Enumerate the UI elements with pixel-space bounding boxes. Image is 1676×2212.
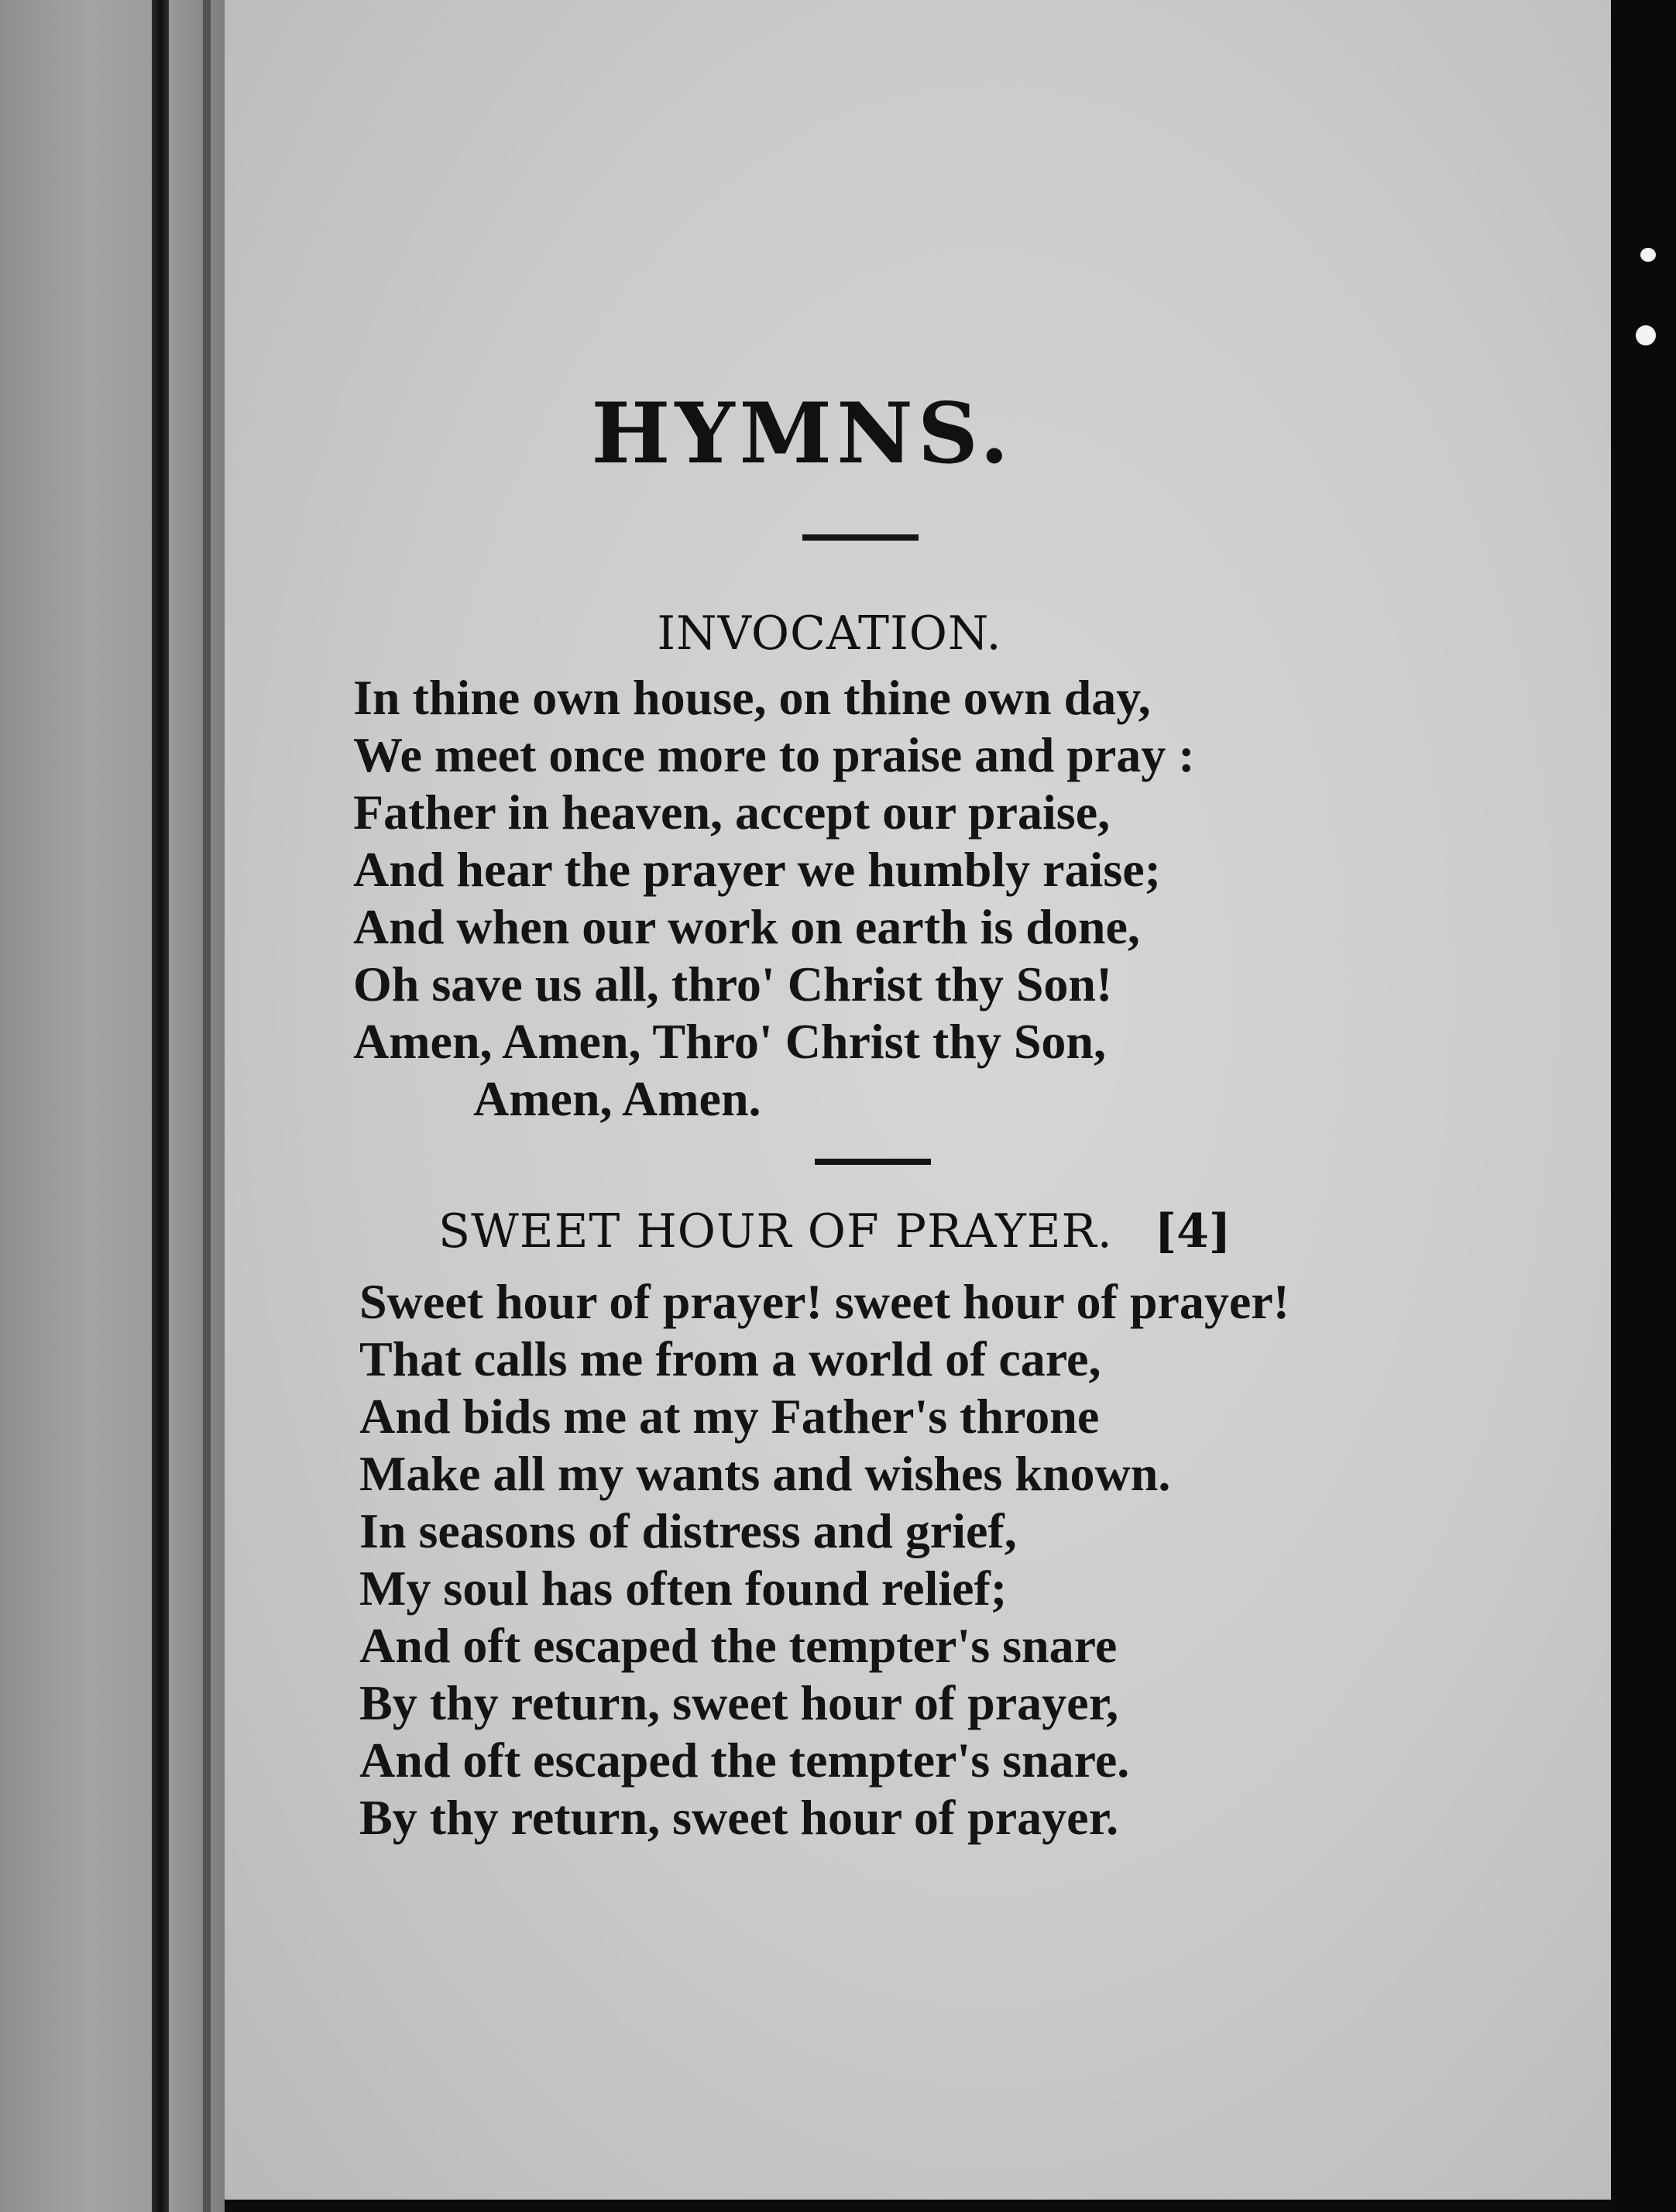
verse-line: That calls me from a world of care,: [359, 1331, 1101, 1386]
verse-line: Amen, Amen, Thro' Christ thy Son,: [353, 1014, 1106, 1069]
verse-line: Sweet hour of prayer! sweet hour of prayer!: [359, 1274, 1290, 1329]
hymn-heading-row: [353, 1200, 1375, 1262]
section-divider: [815, 1159, 931, 1165]
verse-line: And oft escaped the tempter's snare: [359, 1618, 1118, 1673]
verse-line: By thy return, sweet hour of prayer.: [359, 1790, 1119, 1845]
verse-line: In seasons of distress and grief,: [359, 1503, 1017, 1558]
book-gutter: [0, 0, 225, 2212]
hymn-title-invocation: INVOCATION.: [657, 606, 1002, 661]
verse-line: And bids me at my Father's throne: [359, 1389, 1100, 1444]
verse-line: Oh save us all, thro' Christ thy Son!: [353, 957, 1113, 1012]
hymn-number: [4]: [1154, 1204, 1231, 1259]
hymn-page-content: [353, 387, 1406, 1846]
hymn-title-sweet-hour-of-prayer: SWEET HOUR OF PRAYER.: [438, 1204, 1113, 1259]
verse-line: And hear the prayer we humbly raise;: [353, 842, 1161, 897]
verse-line: By thy return, sweet hour of prayer,: [359, 1675, 1119, 1730]
verse-line: My soul has often found relief;: [359, 1561, 1008, 1616]
page-title: HYMNS.: [591, 385, 1014, 483]
hymn-verse-invocation: [353, 669, 1406, 1128]
verse-line: And when our work on earth is done,: [353, 899, 1140, 954]
verse-line: Make all my wants and wishes known.: [359, 1446, 1171, 1501]
verse-line: Amen, Amen.: [473, 1071, 761, 1126]
paper-speck: [1636, 325, 1656, 345]
hymn-verse-sweet-hour-of-prayer: [353, 1273, 1406, 1846]
paper-speck: [1640, 248, 1656, 262]
verse-line: Father in heaven, accept our praise,: [353, 785, 1111, 840]
binding-shadow: [203, 0, 211, 2212]
section-divider: [802, 534, 919, 541]
verse-line: And oft escaped the tempter's snare.: [359, 1733, 1130, 1788]
binding-edge: [152, 0, 169, 2212]
verse-line: We meet once more to praise and pray :: [353, 727, 1195, 782]
verse-line: In thine own house, on thine own day,: [353, 670, 1151, 725]
